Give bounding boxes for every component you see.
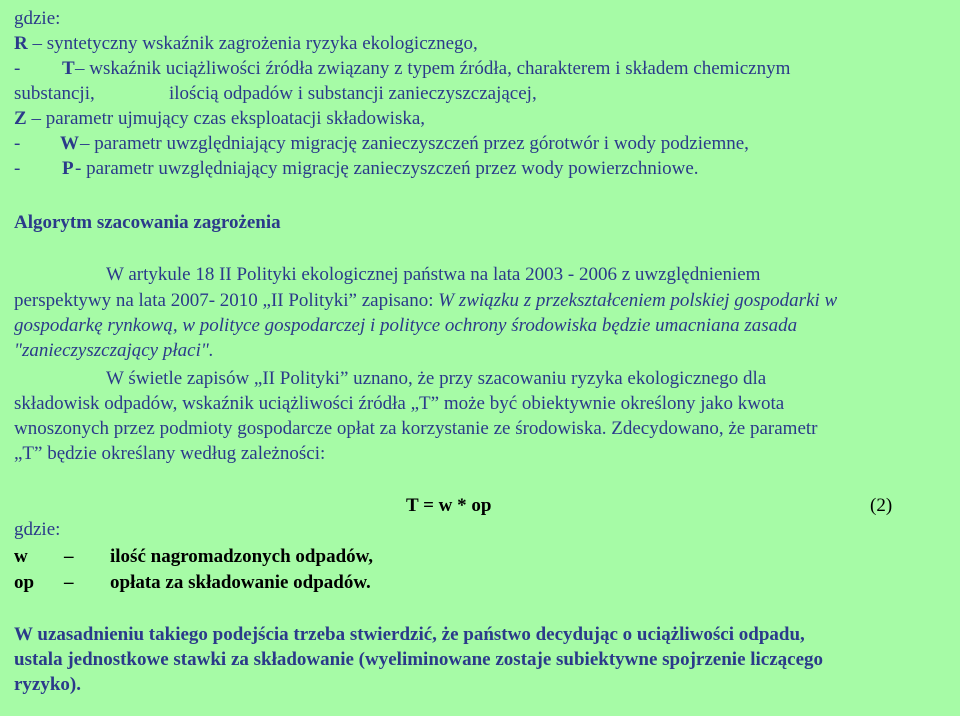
def-T-dash: -: [14, 58, 21, 79]
def-Z-key: Z: [14, 108, 27, 129]
def-T-text: – wskaźnik uciążliwości źródła związany z typem źródła, charakterem i składem chemicznym: [75, 58, 791, 79]
def-P-dash: -: [14, 158, 21, 179]
p2-line-4: „T” będzie określany według zależności:: [14, 443, 326, 464]
p2-line-3: wnoszonych przez podmioty gospodarcze opłat za korzystanie ze środowiska. Zdecydowano, że parametr: [14, 418, 818, 439]
conclusion-line-1: W uzasadnieniu takiego podejścia trzeba stwierdzić, że państwo decydując o uciążliwości odpadu,: [14, 624, 805, 645]
def-T-text2b: ilością odpadów i substancji zanieczyszczającej,: [169, 83, 537, 104]
legend-w-text: ilość nagromadzonych odpadów,: [110, 546, 374, 567]
formula-number: (2): [870, 495, 893, 516]
def-P-key: P: [62, 158, 74, 179]
p1-line-3: gospodarkę rynkową, w polityce gospodarczej i polityce ochrony środowiska będzie umacniana zasada: [14, 315, 798, 336]
legend-op-key: op: [14, 572, 35, 593]
legend-op-dash: –: [64, 572, 74, 593]
def-W-key: W: [60, 133, 79, 154]
p1-line-2: [14, 289, 837, 313]
def-P-text: - parametr uwzględniający migrację zanieczyszczeń przez wody powierzchniowe.: [75, 158, 699, 179]
p2-line-2: składowisk odpadów, wskaźnik uciążliwości źródła „T” może być obiektywnie określony jako kwota: [14, 393, 785, 414]
conclusion-line-3: ryzyko).: [14, 674, 82, 695]
legend-w-dash: –: [64, 546, 74, 567]
legend-op: [14, 571, 371, 595]
p1-line-2-plain: perspektywy na lata 2007- 2010 „II Polityki” zapisano:: [14, 290, 434, 311]
p2-line-1: W świetle zapisów „II Polityki” uznano, że przy szacowaniu ryzyka ekologicznego dla: [106, 368, 767, 389]
legend-w-key: w: [14, 546, 28, 567]
p1-line-2-italic: W związku z przekształceniem polskiej gospodarki w: [433, 290, 838, 311]
def-R: [14, 32, 478, 56]
def-R-text: – syntetyczny wskaźnik zagrożenia ryzyka ekologicznego,: [27, 33, 478, 54]
formula: T = w * op: [406, 495, 492, 516]
p1-line-4: "zanieczyszczający płaci".: [14, 340, 214, 361]
section-heading: Algorytm szacowania zagrożenia: [14, 212, 281, 233]
def-Z: [14, 107, 425, 131]
def-T-cont: [14, 82, 537, 106]
legend-op-text: opłata za składowanie odpadów.: [110, 572, 371, 593]
p1-line-1: W artykule 18 II Polityki ekologicznej państwa na lata 2003 - 2006 z uwzględnieniem: [106, 264, 761, 285]
defs-gdzie: gdzie:: [14, 8, 61, 29]
def-P: [14, 157, 699, 181]
conclusion-line-2: ustala jednostkowe stawki za składowanie (wyeliminowane zostaje subiektywne spojrzenie liczącego: [14, 649, 824, 670]
def-T-text2a: substancji,: [14, 83, 95, 104]
def-Z-text: – parametr ujmujący czas eksploatacji składowiska,: [26, 108, 426, 129]
legend-w: [14, 545, 374, 569]
def-W: [14, 132, 749, 156]
def-T-key: T: [62, 58, 75, 79]
def-R-key: R: [14, 33, 28, 54]
def-W-text: – parametr uwzględniający migrację zanieczyszczeń przez górotwór i wody podziemne,: [80, 133, 749, 154]
def-T: [14, 57, 791, 81]
legend-gdzie: gdzie:: [14, 519, 61, 540]
def-W-dash: -: [14, 133, 21, 154]
